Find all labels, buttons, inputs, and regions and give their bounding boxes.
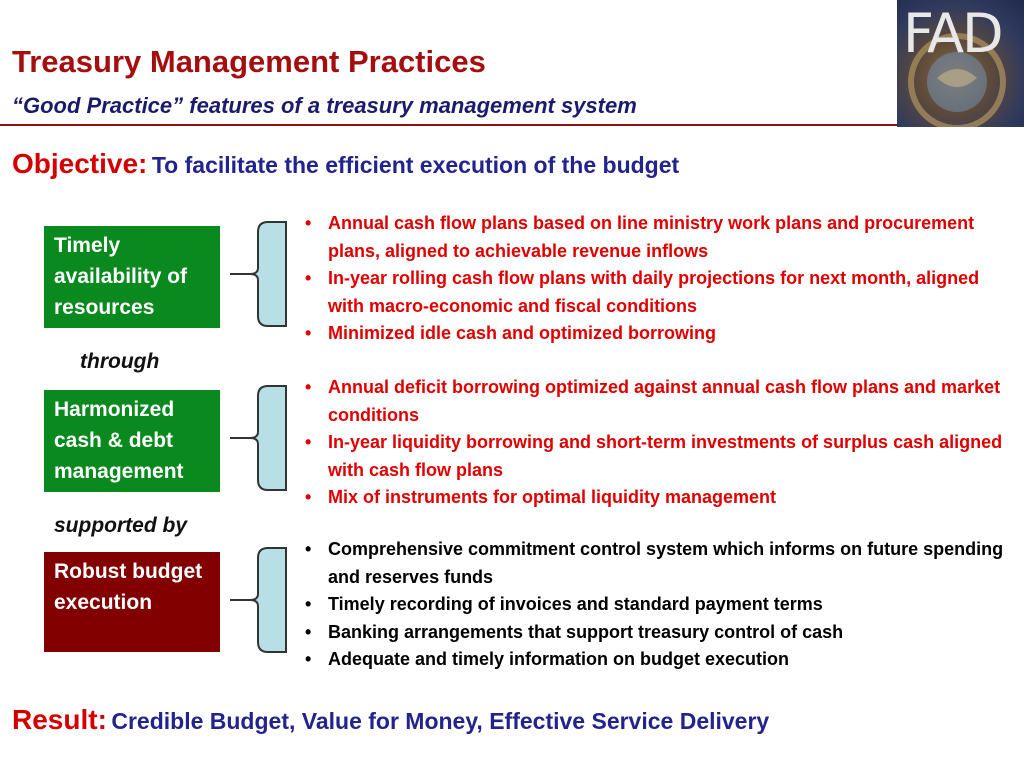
bullet-icon: • <box>305 594 312 614</box>
bullet-list-cash-debt <box>302 374 1017 512</box>
list-item: • Annual deficit borrowing optimized against annual cash flow plans and market conditions <box>302 374 1017 429</box>
box-robust-budget-execution: Robust budget execution <box>44 552 220 652</box>
result-text: Credible Budget, Value for Money, Effective Service Delivery <box>111 708 770 734</box>
logo-text: FAD <box>903 2 1002 65</box>
result-label: Result: <box>12 704 107 735</box>
brace-icon <box>228 544 288 656</box>
brace-icon <box>228 218 288 330</box>
bullet-icon: • <box>305 323 312 343</box>
bullet-icon: • <box>305 487 312 507</box>
bullet-icon: • <box>305 432 312 452</box>
list-item: • Timely recording of invoices and standard payment terms <box>302 591 1017 619</box>
list-item: • Annual cash flow plans based on line ministry work plans and procurement plans, aligned to achievable revenue inflows <box>302 210 1017 265</box>
list-item: • Minimized idle cash and optimized borrowing <box>302 320 1017 348</box>
list-item: • Adequate and timely information on budget execution <box>302 646 1017 674</box>
box-timely-availability: Timely availability of resources <box>44 226 220 328</box>
connector-supported-by: supported by <box>54 514 188 537</box>
result-line <box>12 704 769 736</box>
bullet-list-resources <box>302 210 1017 348</box>
objective-label: Objective: <box>12 148 148 179</box>
list-item: • Comprehensive commitment control system which informs on future spending and reserves funds <box>302 536 1017 591</box>
box-harmonized-cash-debt: Harmonized cash & debt management <box>44 390 220 492</box>
list-item: • In-year rolling cash flow plans with daily projections for next month, aligned with macro-economic and fiscal conditions <box>302 265 1017 320</box>
objective-text: To facilitate the efficient execution of the budget <box>151 152 680 178</box>
page-title: Treasury Management Practices <box>12 44 486 79</box>
bullet-icon: • <box>305 649 312 669</box>
list-item: • Banking arrangements that support treasury control of cash <box>302 619 1017 647</box>
fad-logo <box>897 0 1024 127</box>
brace-icon <box>228 382 288 494</box>
bullet-icon: • <box>305 377 312 397</box>
bullet-list-budget-execution <box>302 536 1017 674</box>
list-item: • In-year liquidity borrowing and short-term investments of surplus cash aligned with cash flow plans <box>302 429 1017 484</box>
connector-through: through <box>80 350 160 373</box>
bullet-icon: • <box>305 213 312 233</box>
page-subtitle: “Good Practice” features of a treasury management system <box>12 93 637 118</box>
objective-line <box>12 148 679 180</box>
header-divider <box>0 124 897 126</box>
bullet-icon: • <box>305 621 312 642</box>
bullet-icon: • <box>305 268 312 288</box>
list-item: • Mix of instruments for optimal liquidity management <box>302 484 1017 512</box>
bullet-icon: • <box>305 539 312 559</box>
